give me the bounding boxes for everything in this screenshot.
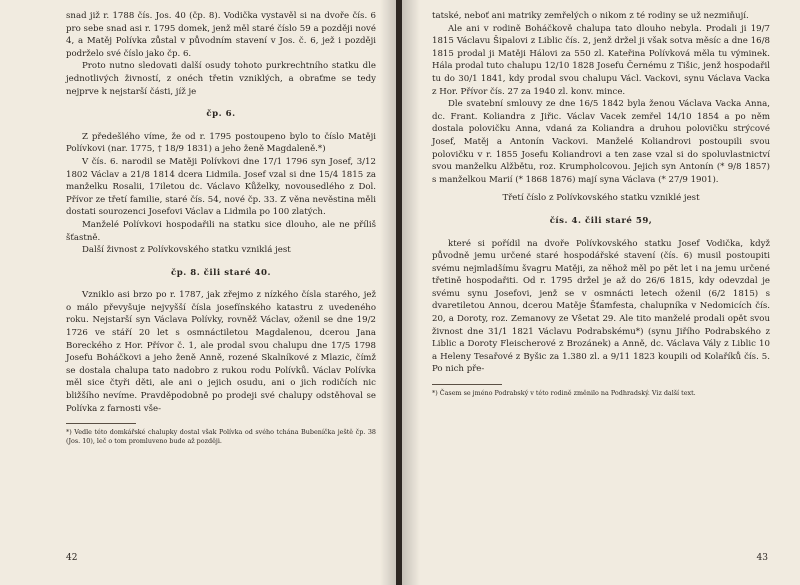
paragraph: Další živnost z Polívkovského statku vzniklá jest <box>82 245 291 256</box>
paragraph: Z předešlého víme, že od r. 1795 postoupeno bylo to číslo Matěji Polívkovi (nar. 1775, † 18/9 1831) a jeho ženě Magdaleně.*) <box>66 131 376 155</box>
page-number: 43 <box>756 553 768 563</box>
paragraph: snad již r. 1788 čís. Jos. 40 (čp. 8). Vodička vystavěl si na dvoře čís. 6 pro sebe snad asi r. 1795 domek, jenž měl staré číslo 59 a později nové 4, a Matěj Polívka zůstal v původním stavení v Jos. č. 6, jež i později podrželo své číslo jako čp. 6. <box>66 11 376 59</box>
paragraph: Vzniklo asi brzo po r. 1787, jak zřejmo z nízkého čísla starého, jež o málo převyšuje nejvyšší čísla josefínského katastru z uvedeného roku. Nejstarší syn Václava Polívky, rovněž Václav, oženil se dne 19/2 1726 ve stáří 20 let s osmnáctiletou Magdalenou, dcerou Jana Boreckého z Hor. Přívor č. 1, ale prodal svou chalupu dne 17/5 1798 Josefu Boháčkovi a jeho ženě Anně, rozené Skalníkové z Mlazic, čímž se dostala chalupa tato nadobro z rukou rodu Polívků. Václav Polívka měl sice čtyři děti, ale ani o jejich osudu, ani o jich rodičích nic bližšího nevíme. Pravděpodobně po prodeji své chalupy odstěhoval se Polívka z farnosti vše- <box>66 290 376 414</box>
paragraph: které si pořídil na dvoře Polívkovského statku Josef Vodička, když původně jemu určené staré hospodářské stavení (čís. 6) musil postoupiti svému nejmladšímu švagru Matěji, za něhož měl po pět let i na jemu určené třetině hospodařiti. Od r. 1795 držel je až do 26/6 1815, kdy odevzdal je svému synu Josefovi, jenž se v osmnácti letech oženil (6/2 1815) s dvaretiletou Annou, dcerou Matěje Šťamfesta, chalupníka v Nedomicích čís. 20, a Doroty, roz. Zemanovy ze Všetat 29. Ale tito manželé prodali opět svou živnost dne 31/1 1821 Václavu Podrabskému*) (synu Jiřího Podrabského z Liblic a Doroty Fleischerové z Brozánek) a Anně, dc. Václava Vály z Liblic 10 a Heleny Tesařové z Byšic za 1.380 zl. a 9/11 1823 koupili od Kolaříků čís. 5. Po nich pře- <box>432 238 770 375</box>
footnote: *) Časem se jméno Podrabský v této rodině změnilo na Podhradský. Viz další text. <box>432 389 696 398</box>
paragraph: V čís. 6. narodil se Matěji Polívkovi dne 17/1 1796 syn Josef, 3/12 1802 Václav a 21/8 1814 dcera Lidmila. Josef vzal si dne 15/4 1815 za manželku Rosalii, 17iletou dc. Václavo Kůželky, novousedlého z Dol. Přívor ze třetí familie, staré čís. 54, nové čp. 33. Z věna nevěstina měli dostati sourozenci Josefovi Václav a Lidmila po 100 zlatých. <box>66 156 376 218</box>
right-page <box>402 0 800 585</box>
footnote-divider <box>432 384 502 385</box>
section-heading: čp. 6. <box>206 109 236 120</box>
paragraph: tatské, neboť ani matriky zemřelých o nikom z té rodiny se už nezmiňují. <box>432 11 749 21</box>
left-page <box>0 0 398 585</box>
section-heading: čís. 4. čili staré 59, <box>549 215 653 226</box>
paragraph: Ale ani v rodině Boháčkově chalupa tato dlouho nebyla. Prodali ji 19/7 1815 Václavu Šipalovi z Liblic čís. 2, jenž držel ji však sotva měsíc a dne 16/8 1815 prodal ji Matěji Hálovi za 550 zl. Kateřina Polívková měla tu výminek. Hála prodal tuto chalupu 12/10 1828 Josefu Černému z Tišic, jenž hospodařil tu do 30/1 1841, kdy prodal svou chalupu Václ. Vackovi, synu Václava Vacka z Hor. Přívor čís. 27 za 1940 zl. konv. mince. <box>432 23 770 97</box>
paragraph: Manželé Polívkovi hospodařili na statku sice dlouho, ale ne příliš šťastně. <box>66 219 376 243</box>
section-intro: Třetí číslo z Polívkovského statku vzniklé jest <box>502 193 700 204</box>
footnote-divider <box>66 423 136 424</box>
page-number: 42 <box>66 553 78 563</box>
paragraph: Dle svatební smlouvy ze dne 16/5 1842 byla ženou Václava Vacka Anna, dc. Frant. Koliandra z Jiřic. Václav Vacek zemřel 14/10 1854 a po něm dostala polovičku Anna, vdaná za Koliandra a druhou polovičku strýcové Josef, Matěj a Antonín Vackovi. Manželé Koliandrovi postoupili svou polovičku v r. 1855 Josefu Koliandrovi a ten zase vzal si do spoluvlastnictví svou manželku Alžbětu, roz. Krumpholcovou. Jejich syn Antonín (* 9/8 1857) s manželkou Marií (* 1868 1876) mají syna Václava (* 27/9 1901). <box>432 99 770 185</box>
paragraph: Proto nutno sledovati další osudy tohoto purkrechtního statku dle jednotlivých živností, z onéch třetin vzniklých, a obraťme se tedy nejprve k nejstarší části, jíž je <box>66 61 376 97</box>
section-heading: čp. 8. čili staré 40. <box>170 267 272 278</box>
footnote: *) Vedle této domkářské chalupky dostal však Polívka od svého tchána Bubeníčka ještě čp. 38 (Jos. 10), leč o tom promluveno bude až později. <box>66 428 376 446</box>
